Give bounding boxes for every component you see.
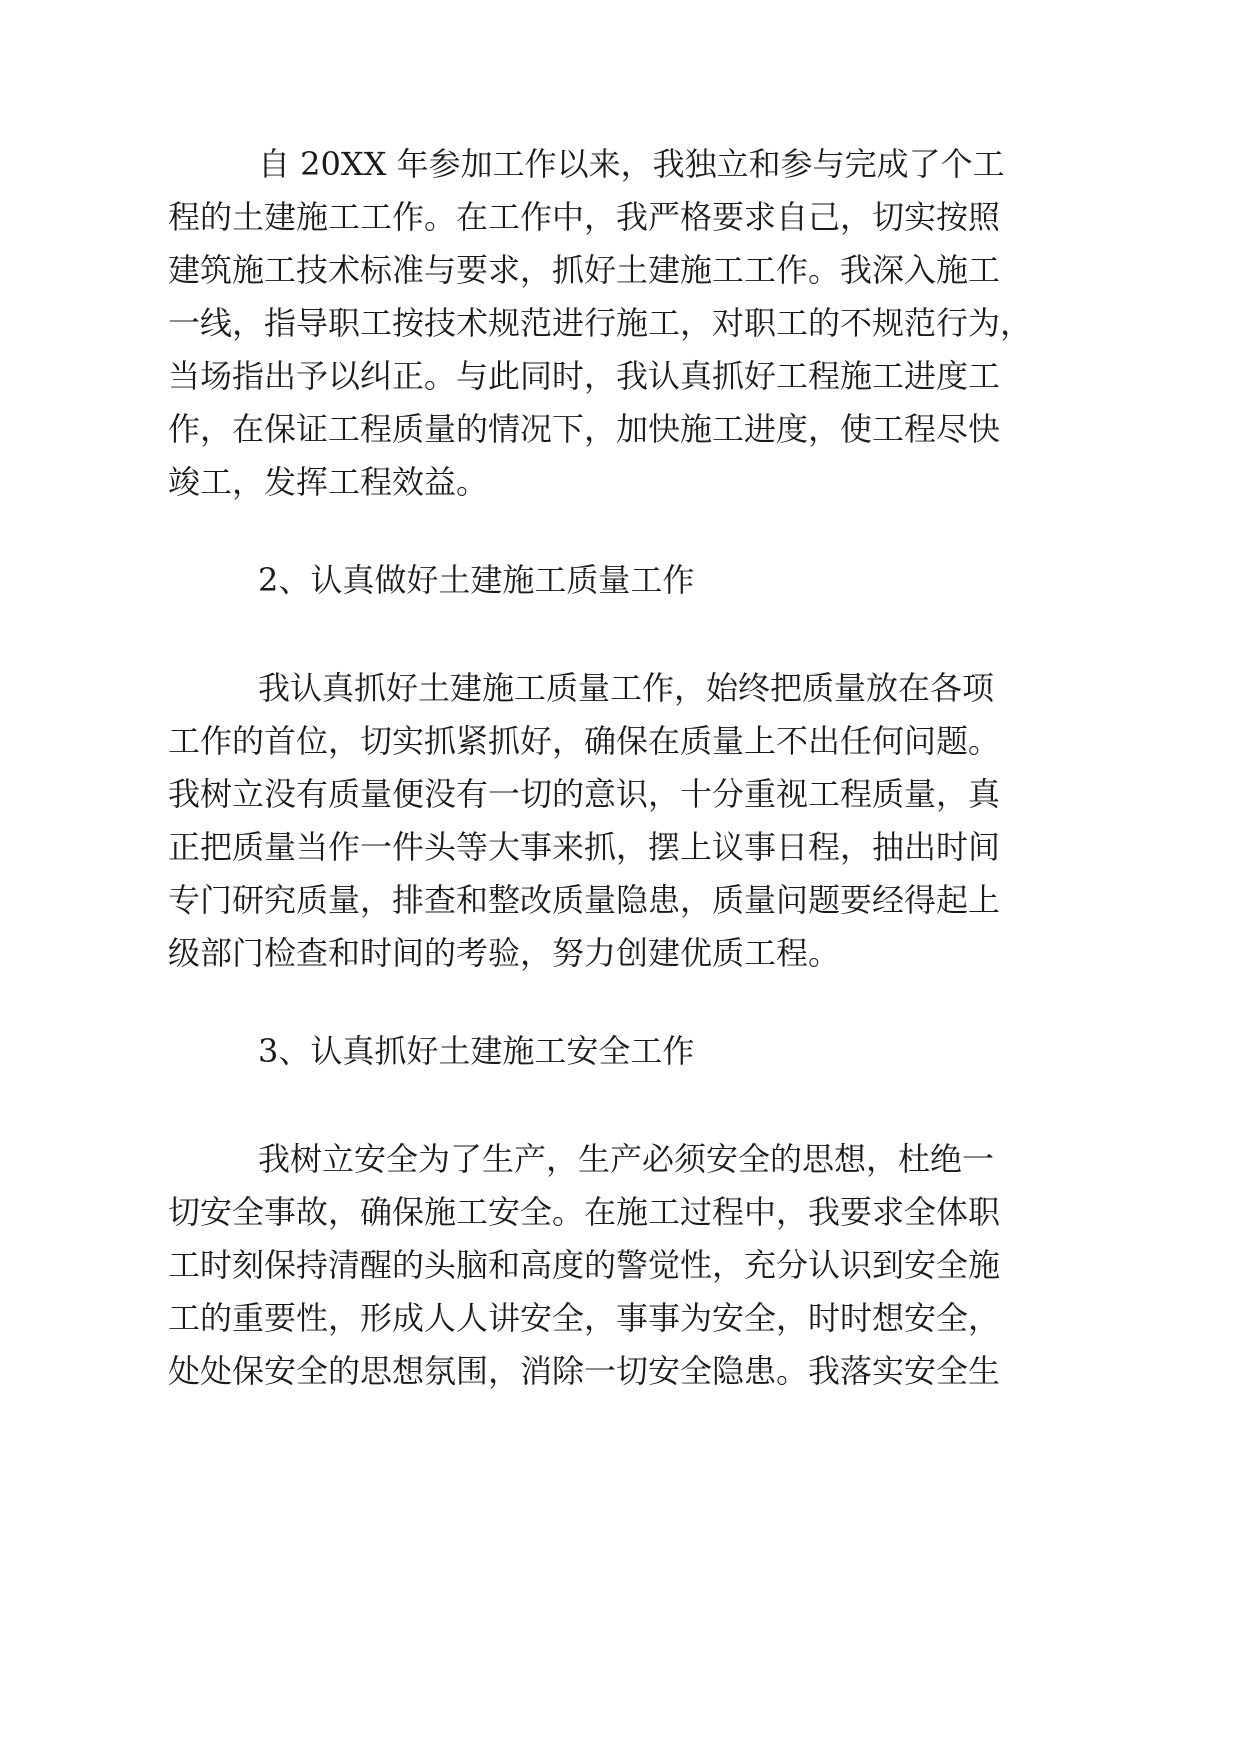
paragraph-1-line-1: 自 20XX 年参加工作以来，我独立和参与完成了个工 [258, 145, 1005, 183]
paragraph-3-line-1: 我树立安全为了生产，生产必须安全的思想，杜绝一 [258, 1140, 995, 1178]
paragraph-2-line-2: 工作的首位，切实抓紧抓好，确保在质量上不出任何问题。 [168, 722, 1001, 760]
paragraph-3-line-5: 处处保安全的思想氛围，消除一切安全隐患。我落实安全生 [168, 1352, 1001, 1390]
paragraph-1-line-3: 建筑施工技术标准与要求，抓好土建施工工作。我深入施工 [168, 251, 1001, 289]
paragraph-1-line-5: 当场指出予以纠正。与此同时，我认真抓好工程施工进度工 [168, 357, 1001, 395]
paragraph-2-line-1: 我认真抓好土建施工质量工作，始终把质量放在各项 [258, 669, 995, 707]
section-heading-3: 3、认真抓好土建施工安全工作 [258, 1032, 695, 1070]
paragraph-3-line-4: 工的重要性，形成人人讲安全，事事为安全，时时想安全， [168, 1299, 1001, 1337]
paragraph-2-line-4: 正把质量当作一件头等大事来抓，摆上议事日程，抽出时间 [168, 828, 1001, 866]
paragraph-2-line-5: 专门研究质量，排查和整改质量隐患，质量问题要经得起上 [168, 881, 1001, 919]
paragraph-2-line-6: 级部门检查和时间的考验，努力创建优质工程。 [168, 934, 841, 972]
paragraph-1-line-2: 程的土建施工工作。在工作中，我严格要求自己，切实按照 [168, 198, 1001, 236]
section-heading-2: 2、认真做好土建施工质量工作 [258, 561, 695, 599]
paragraph-2-line-3: 我树立没有质量便没有一切的意识，十分重视工程质量，真 [168, 775, 1001, 813]
paragraph-3-line-3: 工时刻保持清醒的头脑和高度的警觉性，充分认识到安全施 [168, 1246, 1001, 1284]
paragraph-3-line-2: 切安全事故，确保施工安全。在施工过程中，我要求全体职 [168, 1193, 1001, 1231]
paragraph-1-line-6: 作，在保证工程质量的情况下，加快施工进度，使工程尽快 [168, 410, 1001, 448]
paragraph-1-line-7: 竣工，发挥工程效益。 [168, 463, 489, 501]
paragraph-1-line-4: 一线，指导职工按技术规范进行施工，对职工的不规范行为， [168, 304, 1033, 342]
